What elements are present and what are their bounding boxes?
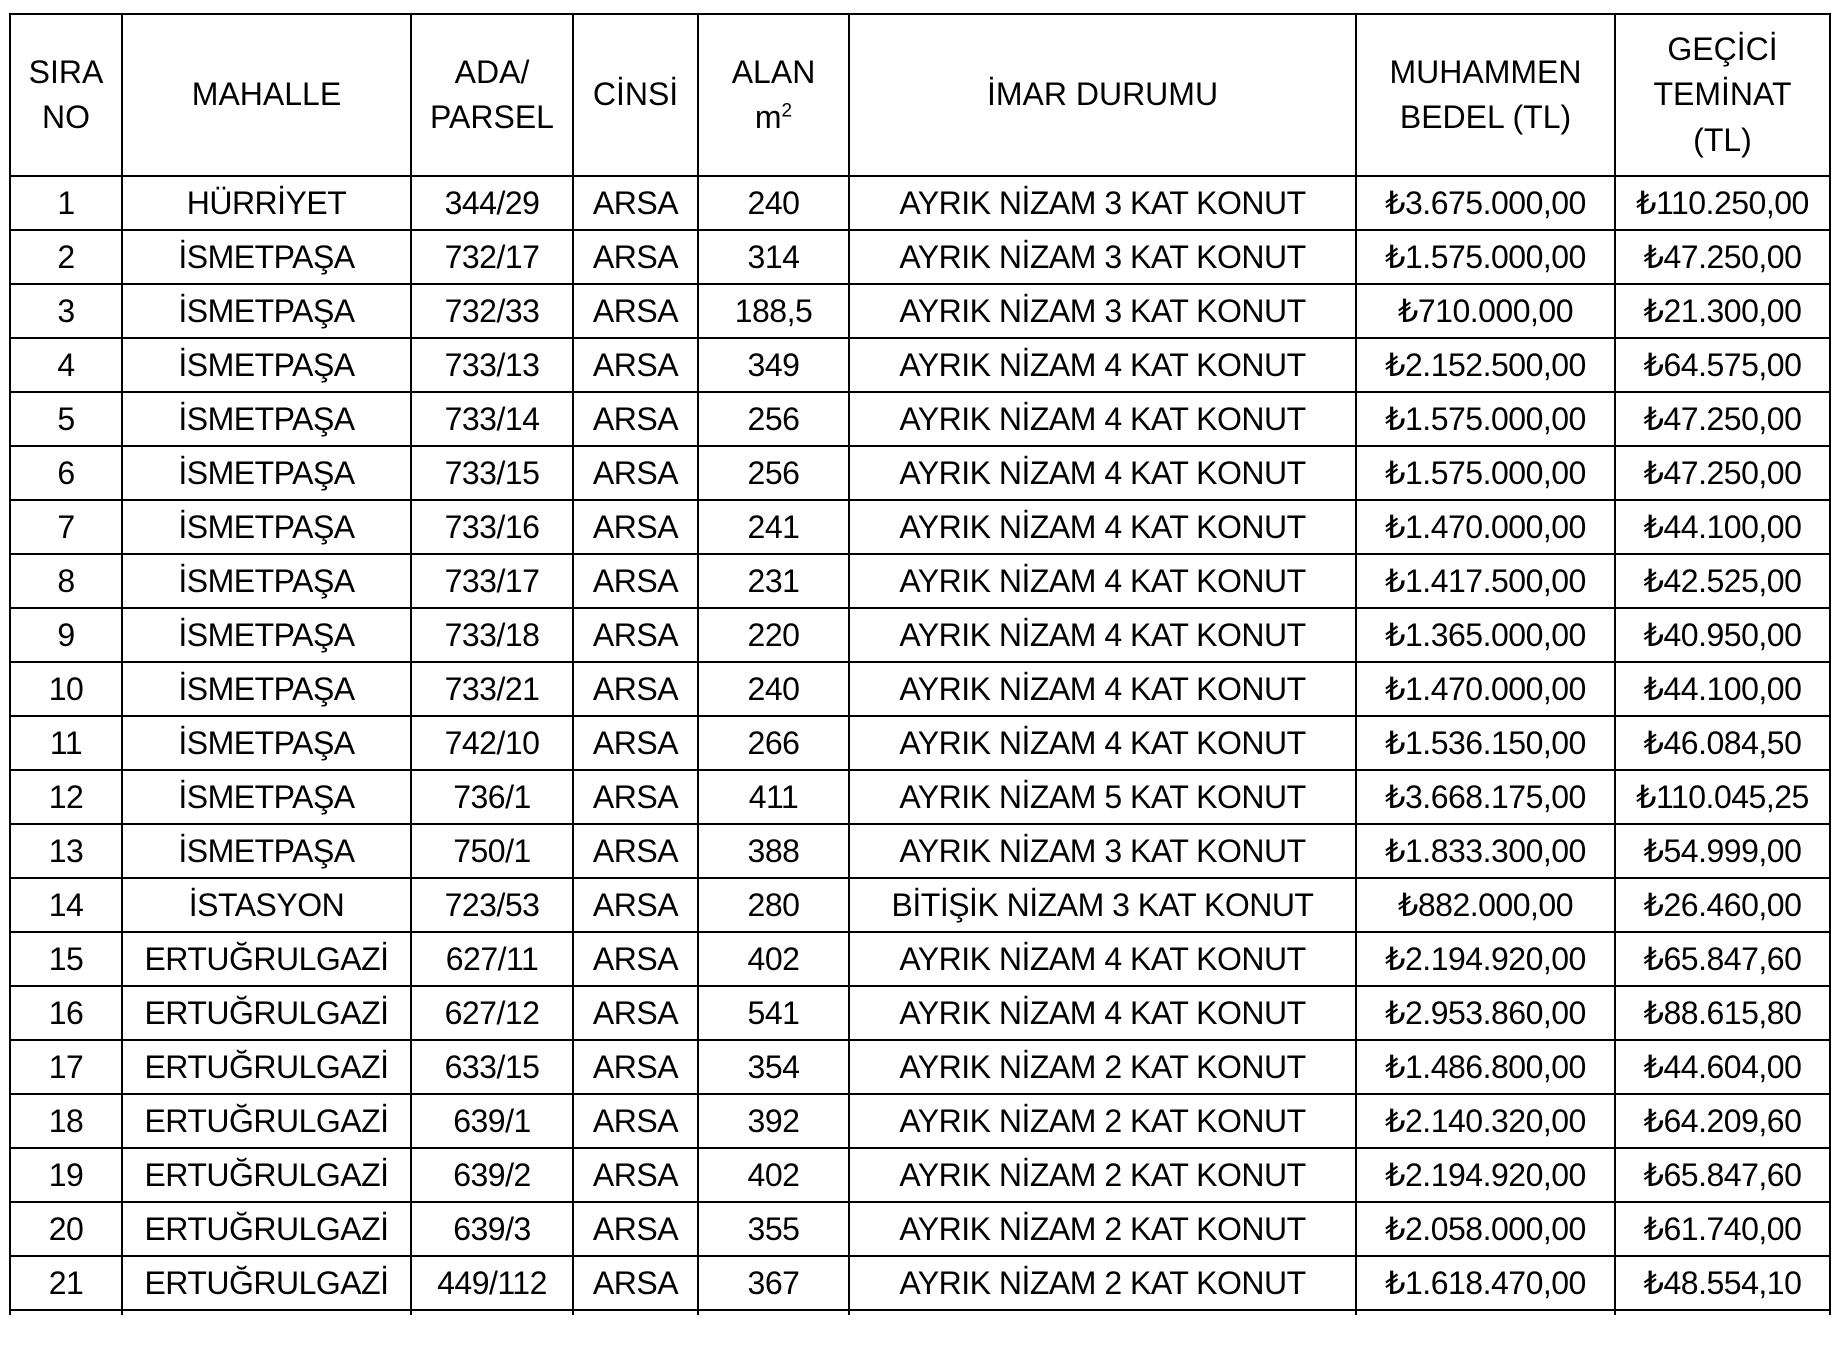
cell-imar-durumu: AYRIK NİZAM 3 KAT KONUT [849,824,1356,878]
table-row [10,824,1830,878]
header-alan-unit-exponent: 2 [781,100,793,122]
cell-mahalle: İSMETPAŞA [122,770,411,824]
cell-alan: 188,5 [698,284,849,338]
header-sira-no [10,14,122,176]
cell-ada-parsel: 733/18 [411,608,573,662]
header-row [10,14,1830,176]
cell-sira-no: 5 [10,392,122,446]
cell-mahalle: HÜRRİYET [122,176,411,230]
header-muhammen-bedel-line: BEDEL (TL) [1399,99,1572,135]
cell-imar-durumu: AYRIK NİZAM 2 KAT KONUT [849,1148,1356,1202]
cell-muhammen-bedel: ₺1.575.000,00 [1356,392,1615,446]
table-header [10,14,1830,176]
cell-mahalle: İSMETPAŞA [122,446,411,500]
cell-cinsi: ARSA [573,932,698,986]
cell-cinsi: ARSA [573,176,698,230]
cell-muhammen-bedel: ₺882.000,00 [1356,878,1615,932]
cell-ada-parsel: 627/12 [411,986,573,1040]
cell-mahalle: İSMETPAŞA [122,554,411,608]
cell-sira-no: 7 [10,500,122,554]
cell-gecici-teminat: ₺40.950,00 [1615,608,1830,662]
cell-gecici-teminat: ₺54.999,00 [1615,824,1830,878]
cell-sira-no: 1 [10,176,122,230]
table-row [10,554,1830,608]
tail-cell [849,1310,1356,1315]
header-alan-unit-line [701,95,846,140]
tail-cell [573,1310,698,1315]
cell-mahalle: ERTUĞRULGAZİ [122,1040,411,1094]
cell-alan: 402 [698,1148,849,1202]
cell-imar-durumu: AYRIK NİZAM 4 KAT KONUT [849,662,1356,716]
cell-cinsi: ARSA [573,554,698,608]
header-muhammen-bedel-line: MUHAMMEN [1389,53,1582,90]
cell-gecici-teminat: ₺44.100,00 [1615,500,1830,554]
cell-ada-parsel: 733/21 [411,662,573,716]
table-row [10,1202,1830,1256]
cell-ada-parsel: 742/10 [411,716,573,770]
cell-alan: 231 [698,554,849,608]
cell-cinsi: ARSA [573,1148,698,1202]
cell-alan: 314 [698,230,849,284]
table-row [10,1040,1830,1094]
cell-mahalle: İSTASYON [122,878,411,932]
cell-gecici-teminat: ₺61.740,00 [1615,1202,1830,1256]
cell-muhammen-bedel: ₺2.194.920,00 [1356,932,1615,986]
cell-alan: 355 [698,1202,849,1256]
cell-muhammen-bedel: ₺1.536.150,00 [1356,716,1615,770]
cell-alan: 266 [698,716,849,770]
header-muhammen-bedel [1356,14,1615,176]
cell-ada-parsel: 639/3 [411,1202,573,1256]
cell-muhammen-bedel: ₺2.152.500,00 [1356,338,1615,392]
cell-mahalle: İSMETPAŞA [122,338,411,392]
table-row [10,446,1830,500]
parcel-table [9,13,1831,1315]
cell-cinsi: ARSA [573,500,698,554]
table-row [10,716,1830,770]
header-ada-parsel [411,14,573,176]
cell-ada-parsel: 733/13 [411,338,573,392]
cell-ada-parsel: 723/53 [411,878,573,932]
tail-cell [10,1310,122,1315]
cell-ada-parsel: 449/112 [411,1256,573,1310]
cell-ada-parsel: 750/1 [411,824,573,878]
table-row [10,176,1830,230]
cell-mahalle: ERTUĞRULGAZİ [122,1148,411,1202]
cell-ada-parsel: 736/1 [411,770,573,824]
cell-alan: 220 [698,608,849,662]
cell-alan: 256 [698,446,849,500]
table-row [10,1094,1830,1148]
cell-imar-durumu: AYRIK NİZAM 4 KAT KONUT [849,932,1356,986]
table-row [10,662,1830,716]
cell-sira-no: 20 [10,1202,122,1256]
cell-imar-durumu: AYRIK NİZAM 2 KAT KONUT [849,1094,1356,1148]
cell-imar-durumu: AYRIK NİZAM 4 KAT KONUT [849,392,1356,446]
cell-sira-no: 11 [10,716,122,770]
cell-ada-parsel: 732/17 [411,230,573,284]
cell-sira-no: 15 [10,932,122,986]
cell-imar-durumu: AYRIK NİZAM 4 KAT KONUT [849,554,1356,608]
cell-cinsi: ARSA [573,338,698,392]
header-sira-no-line: NO [42,99,90,135]
cell-alan: 367 [698,1256,849,1310]
header-alan [698,14,849,176]
table-row [10,500,1830,554]
cell-cinsi: ARSA [573,446,698,500]
cell-alan: 240 [698,176,849,230]
cell-muhammen-bedel: ₺1.575.000,00 [1356,446,1615,500]
cell-mahalle: ERTUĞRULGAZİ [122,932,411,986]
cell-sira-no: 2 [10,230,122,284]
cell-muhammen-bedel: ₺3.675.000,00 [1356,176,1615,230]
cell-ada-parsel: 733/15 [411,446,573,500]
cell-sira-no: 6 [10,446,122,500]
cell-ada-parsel: 733/16 [411,500,573,554]
cell-gecici-teminat: ₺44.100,00 [1615,662,1830,716]
cell-sira-no: 9 [10,608,122,662]
cell-gecici-teminat: ₺42.525,00 [1615,554,1830,608]
cell-sira-no: 13 [10,824,122,878]
cell-cinsi: ARSA [573,662,698,716]
cell-imar-durumu: AYRIK NİZAM 4 KAT KONUT [849,608,1356,662]
cell-mahalle: ERTUĞRULGAZİ [122,1202,411,1256]
cell-mahalle: İSMETPAŞA [122,824,411,878]
cell-muhammen-bedel: ₺1.486.800,00 [1356,1040,1615,1094]
cell-muhammen-bedel: ₺1.470.000,00 [1356,500,1615,554]
cell-cinsi: ARSA [573,608,698,662]
cell-gecici-teminat: ₺48.554,10 [1615,1256,1830,1310]
cell-sira-no: 14 [10,878,122,932]
cell-sira-no: 8 [10,554,122,608]
cell-cinsi: ARSA [573,1040,698,1094]
header-gecici-teminat-line: (TL) [1693,121,1752,158]
cell-alan: 411 [698,770,849,824]
cell-gecici-teminat: ₺110.045,25 [1615,770,1830,824]
cell-mahalle: ERTUĞRULGAZİ [122,1094,411,1148]
tail-cell [1356,1310,1615,1315]
header-mahalle: MAHALLE [122,14,411,176]
cell-muhammen-bedel: ₺710.000,00 [1356,284,1615,338]
cell-muhammen-bedel: ₺2.140.320,00 [1356,1094,1615,1148]
cell-muhammen-bedel: ₺1.833.300,00 [1356,824,1615,878]
cell-mahalle: İSMETPAŞA [122,500,411,554]
cell-mahalle: İSMETPAŞA [122,608,411,662]
cell-muhammen-bedel: ₺1.365.000,00 [1356,608,1615,662]
table-tail-row [10,1310,1830,1315]
table-row [10,986,1830,1040]
cell-cinsi: ARSA [573,284,698,338]
cell-gecici-teminat: ₺21.300,00 [1615,284,1830,338]
cell-cinsi: ARSA [573,1202,698,1256]
cell-mahalle: İSMETPAŞA [122,392,411,446]
cell-sira-no: 16 [10,986,122,1040]
header-gecici-teminat [1615,14,1830,176]
cell-ada-parsel: 733/17 [411,554,573,608]
cell-gecici-teminat: ₺65.847,60 [1615,932,1830,986]
table-row [10,608,1830,662]
cell-mahalle: İSMETPAŞA [122,662,411,716]
cell-muhammen-bedel: ₺1.575.000,00 [1356,230,1615,284]
cell-gecici-teminat: ₺26.460,00 [1615,878,1830,932]
cell-imar-durumu: AYRIK NİZAM 4 KAT KONUT [849,446,1356,500]
cell-sira-no: 12 [10,770,122,824]
table-row [10,338,1830,392]
table-row [10,770,1830,824]
table-body [10,176,1830,1315]
header-imar-durumu: İMAR DURUMU [849,14,1356,176]
header-alan-unit: m [754,99,782,135]
cell-sira-no: 4 [10,338,122,392]
cell-ada-parsel: 639/2 [411,1148,573,1202]
header-gecici-teminat-line: GEÇİCİ [1667,30,1778,67]
cell-gecici-teminat: ₺47.250,00 [1615,446,1830,500]
cell-imar-durumu: BİTİŞİK NİZAM 3 KAT KONUT [849,878,1356,932]
cell-sira-no: 10 [10,662,122,716]
cell-gecici-teminat: ₺46.084,50 [1615,716,1830,770]
cell-ada-parsel: 733/14 [411,392,573,446]
cell-imar-durumu: AYRIK NİZAM 2 KAT KONUT [849,1256,1356,1310]
cell-mahalle: ERTUĞRULGAZİ [122,986,411,1040]
cell-muhammen-bedel: ₺1.618.470,00 [1356,1256,1615,1310]
cell-sira-no: 19 [10,1148,122,1202]
table-row [10,284,1830,338]
cell-gecici-teminat: ₺65.847,60 [1615,1148,1830,1202]
header-ada-parsel-line: ADA/ [454,53,530,90]
cell-gecici-teminat: ₺110.250,00 [1615,176,1830,230]
cell-alan: 349 [698,338,849,392]
cell-cinsi: ARSA [573,986,698,1040]
cell-mahalle: İSMETPAŞA [122,716,411,770]
header-ada-parsel-line: PARSEL [430,99,554,135]
cell-gecici-teminat: ₺64.575,00 [1615,338,1830,392]
cell-ada-parsel: 344/29 [411,176,573,230]
cell-sira-no: 21 [10,1256,122,1310]
header-sira-no-line: SIRA [28,53,104,90]
cell-muhammen-bedel: ₺2.058.000,00 [1356,1202,1615,1256]
cell-cinsi: ARSA [573,770,698,824]
cell-mahalle: İSMETPAŞA [122,230,411,284]
cell-imar-durumu: AYRIK NİZAM 3 KAT KONUT [849,230,1356,284]
cell-imar-durumu: AYRIK NİZAM 2 KAT KONUT [849,1040,1356,1094]
cell-gecici-teminat: ₺44.604,00 [1615,1040,1830,1094]
cell-imar-durumu: AYRIK NİZAM 3 KAT KONUT [849,284,1356,338]
parcel-table-container [9,13,1829,1315]
cell-sira-no: 18 [10,1094,122,1148]
table-row [10,1256,1830,1310]
cell-alan: 541 [698,986,849,1040]
cell-gecici-teminat: ₺88.615,80 [1615,986,1830,1040]
cell-imar-durumu: AYRIK NİZAM 4 KAT KONUT [849,338,1356,392]
cell-cinsi: ARSA [573,1256,698,1310]
cell-alan: 240 [698,662,849,716]
cell-alan: 256 [698,392,849,446]
cell-alan: 354 [698,1040,849,1094]
cell-alan: 241 [698,500,849,554]
cell-sira-no: 3 [10,284,122,338]
cell-gecici-teminat: ₺47.250,00 [1615,230,1830,284]
header-gecici-teminat-line: TEMİNAT [1653,76,1792,113]
cell-imar-durumu: AYRIK NİZAM 4 KAT KONUT [849,716,1356,770]
cell-ada-parsel: 633/15 [411,1040,573,1094]
tail-cell [122,1310,411,1315]
cell-cinsi: ARSA [573,716,698,770]
cell-imar-durumu: AYRIK NİZAM 4 KAT KONUT [849,986,1356,1040]
cell-cinsi: ARSA [573,1094,698,1148]
cell-ada-parsel: 627/11 [411,932,573,986]
tail-cell [698,1310,849,1315]
table-row [10,878,1830,932]
cell-cinsi: ARSA [573,230,698,284]
cell-sira-no: 17 [10,1040,122,1094]
cell-alan: 280 [698,878,849,932]
cell-muhammen-bedel: ₺1.417.500,00 [1356,554,1615,608]
table-row [10,932,1830,986]
cell-alan: 402 [698,932,849,986]
cell-ada-parsel: 732/33 [411,284,573,338]
cell-ada-parsel: 639/1 [411,1094,573,1148]
cell-muhammen-bedel: ₺2.953.860,00 [1356,986,1615,1040]
cell-muhammen-bedel: ₺2.194.920,00 [1356,1148,1615,1202]
table-row [10,392,1830,446]
cell-cinsi: ARSA [573,392,698,446]
cell-muhammen-bedel: ₺1.470.000,00 [1356,662,1615,716]
tail-cell [411,1310,573,1315]
cell-mahalle: İSMETPAŞA [122,284,411,338]
cell-imar-durumu: AYRIK NİZAM 4 KAT KONUT [849,500,1356,554]
cell-imar-durumu: AYRIK NİZAM 2 KAT KONUT [849,1202,1356,1256]
cell-gecici-teminat: ₺47.250,00 [1615,392,1830,446]
cell-alan: 388 [698,824,849,878]
table-row [10,1148,1830,1202]
cell-muhammen-bedel: ₺3.668.175,00 [1356,770,1615,824]
cell-cinsi: ARSA [573,824,698,878]
header-cinsi: CİNSİ [573,14,698,176]
cell-alan: 392 [698,1094,849,1148]
header-alan-label: ALAN [731,53,816,90]
table-row [10,230,1830,284]
cell-mahalle: ERTUĞRULGAZİ [122,1256,411,1310]
cell-cinsi: ARSA [573,878,698,932]
cell-imar-durumu: AYRIK NİZAM 3 KAT KONUT [849,176,1356,230]
tail-cell [1615,1310,1830,1315]
cell-gecici-teminat: ₺64.209,60 [1615,1094,1830,1148]
cell-imar-durumu: AYRIK NİZAM 5 KAT KONUT [849,770,1356,824]
